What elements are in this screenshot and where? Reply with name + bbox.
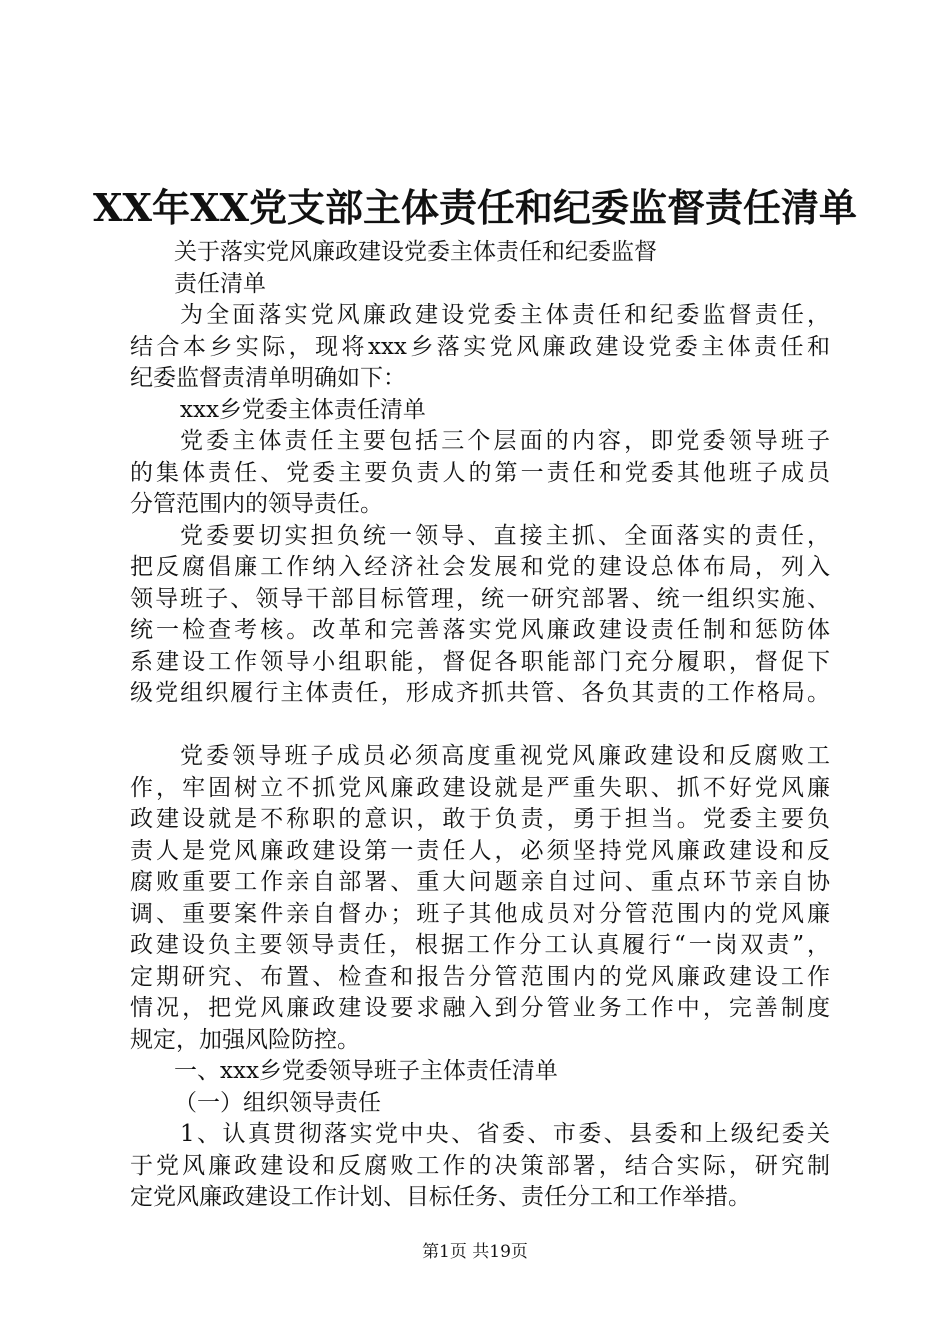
- text-line: 腐败重要工作亲自部署、重大问题亲自过问、重点环节亲自协: [130, 869, 830, 895]
- text-line: 情况，把党风廉政建设要求融入到分管业务工作中，完善制度: [130, 995, 830, 1021]
- text-line: 系建设工作领导小组职能，督促各职能部门充分履职，督促下: [130, 648, 830, 675]
- blank-line: [130, 710, 830, 742]
- text-line: 党委领导班子成员必须高度重视党风廉政建设和反腐败工: [180, 743, 830, 769]
- text-line: xxx乡党委主体责任清单: [180, 396, 426, 423]
- text-line: 级党组织履行主体责任，形成齐抓共管、各负其责的工作格局。: [130, 680, 830, 706]
- text-line: 定党风廉政建设工作计划、目标任务、责任分工和工作举措。: [130, 1184, 751, 1210]
- text-line: 分管范围内的领导责任。: [130, 491, 383, 517]
- text-line: 的集体责任、党委主要负责人的第一责任和党委其他班子成员: [130, 459, 830, 486]
- text-line: 领导班子、领导干部目标管理，统一研究部署、统一组织实施、: [130, 585, 830, 612]
- text-line: 调、重要案件亲自督办；班子其他成员对分管范围内的党风廉: [130, 900, 830, 927]
- text-line: 规定，加强风险防控。: [130, 1026, 360, 1053]
- document-body: [130, 237, 830, 1214]
- text-line: 关于落实党风廉政建设党委主体责任和纪委监督: [174, 239, 657, 265]
- page-footer: 第1页 共19页: [422, 1242, 528, 1262]
- text-line: 政建设就是不称职的意识，敢于负责，勇于担当。党委主要负: [130, 806, 830, 832]
- text-line: （一）组织领导责任: [174, 1089, 381, 1116]
- document-title: XX年XX党支部主体责任和纪委监督责任清单: [93, 185, 857, 230]
- text-line: 定期研究、布置、检查和报告分管范围内的党风廉政建设工作: [130, 963, 830, 990]
- text-line: 一、xxx乡党委领导班子主体责任清单: [174, 1058, 558, 1084]
- text-line: 党委要切实担负统一领导、直接主抓、全面落实的责任，: [180, 522, 830, 549]
- text-line: 作，牢固树立不抓党风廉政建设就是严重失职、抓不好党风廉: [130, 774, 830, 801]
- text-line: 统一检查考核。改革和完善落实党风廉政建设责任制和惩防体: [130, 617, 830, 643]
- text-line: 责任清单: [174, 270, 266, 297]
- text-line: 为全面落实党风廉政建设党委主体责任和纪委监督责任，: [180, 302, 830, 328]
- text-line: 把反腐倡廉工作纳入经济社会发展和党的建设总体布局，列入: [130, 554, 830, 580]
- text-line: 于党风廉政建设和反腐败工作的决策部署，结合实际，研究制: [130, 1152, 830, 1179]
- text-line: 政建设负主要领导责任，根据工作分工认真履行“一岗双责”，: [130, 932, 830, 958]
- text-line: 1、认真贯彻落实党中央、省委、市委、县委和上级纪委关: [180, 1121, 830, 1147]
- text-line: 纪委监督责清单明确如下：: [130, 365, 406, 391]
- text-line: 结合本乡实际，现将xxx乡落实党风廉政建设党委主体责任和: [130, 333, 830, 360]
- text-line: 责人是党风廉政建设第一责任人，必须坚持党风廉政建设和反: [130, 837, 830, 864]
- text-line: 党委主体责任主要包括三个层面的内容，即党委领导班子: [180, 428, 830, 454]
